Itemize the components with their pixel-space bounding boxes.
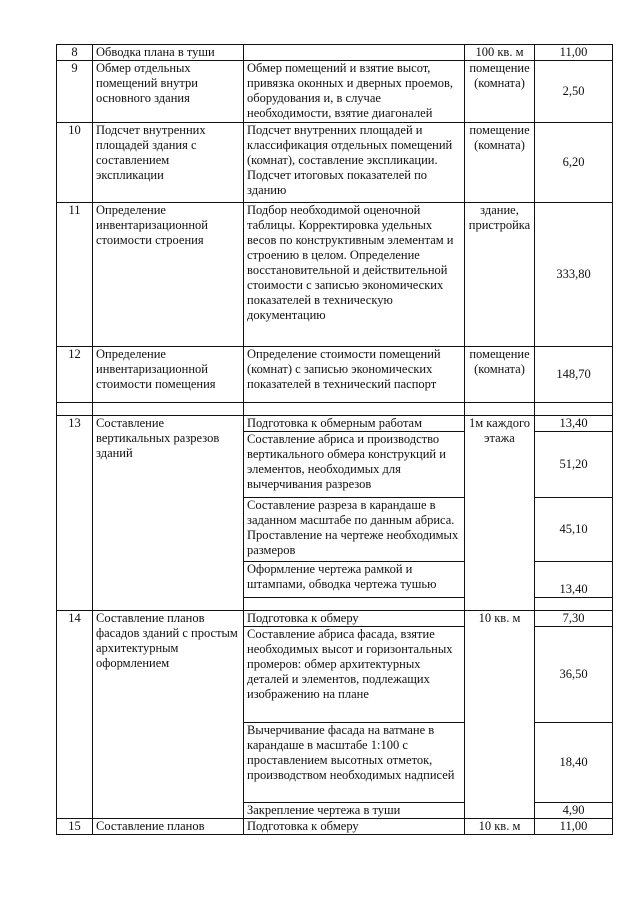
row-price: 4,90	[535, 803, 613, 819]
row-price: 11,00	[535, 45, 613, 61]
row-unit: 1м каждого этажа	[465, 416, 535, 598]
row-name: Обмер отдельных помещений внутри основного здания	[93, 61, 244, 123]
row-name: Обводка плана в туши	[93, 45, 244, 61]
row-price: 148,70	[535, 347, 613, 403]
row-name: Определение инвентаризационной стоимости строения	[93, 203, 244, 347]
row-work: Закрепление чертежа в туши	[244, 803, 465, 819]
row-price: 333,80	[535, 203, 613, 347]
row-work: Подготовка к обмеру	[244, 611, 465, 627]
row-work: Подготовка к обмерным работам	[244, 416, 465, 432]
table-row-11	[57, 203, 613, 347]
table-row-9	[57, 61, 613, 123]
row-work: Оформление чертежа рамкой и штампами, обводка чертежа тушью	[244, 562, 465, 598]
row-work: Составление абриса фасада, взятие необходимых высот и горизонтальных промеров: обмер архитектурных деталей и элементов, подлежащих изображению на плане	[244, 627, 465, 723]
row-unit: здание, пристройка	[465, 203, 535, 347]
row-price: 13,40	[535, 562, 613, 598]
table-row-15	[57, 819, 613, 835]
row-number: 13	[57, 416, 93, 598]
row-work: Вычерчивание фасада на ватмане в карандаше в масштабе 1:100 с проставлением высотных отметок, производством необходимых надписей	[244, 723, 465, 803]
row-unit: 10 кв. м	[465, 819, 535, 835]
table-row-14	[57, 611, 613, 627]
row-price: 6,20	[535, 123, 613, 203]
row-unit: 100 кв. м	[465, 45, 535, 61]
table-row-13	[57, 416, 613, 432]
table-row-12	[57, 347, 613, 403]
row-name: Составление планов фасадов зданий с простым архитектурным оформлением	[93, 611, 244, 819]
row-work: Определение стоимости помещений (комнат) с записью экономических показателей в технический паспорт	[244, 347, 465, 403]
row-number: 15	[57, 819, 93, 835]
table-row-8	[57, 45, 613, 61]
price-table	[56, 44, 613, 835]
row-work: Составление разреза в карандаше в заданном масштабе по данным абриса. Проставление на чертеже необходимых размеров	[244, 498, 465, 562]
row-price: 36,50	[535, 627, 613, 723]
row-number: 8	[57, 45, 93, 61]
row-number: 12	[57, 347, 93, 403]
row-price: 18,40	[535, 723, 613, 803]
row-work	[244, 45, 465, 61]
row-work: Составление абриса и производство вертикального обмера конструкций и элементов, необходимых для вычерчивания разрезов	[244, 432, 465, 498]
row-name: Определение инвентаризационной стоимости помещения	[93, 347, 244, 403]
row-unit: 10 кв. м	[465, 611, 535, 819]
row-spacer	[57, 403, 613, 416]
row-unit: помещение (комната)	[465, 61, 535, 123]
row-unit: помещение (комната)	[465, 347, 535, 403]
row-work: Подсчет внутренних площадей и классификация отдельных помещений (комнат), составление экспликации. Подсчет итоговых показателей по зданию	[244, 123, 465, 203]
row-work: Подготовка к обмеру	[244, 819, 465, 835]
row-price: 45,10	[535, 498, 613, 562]
row-name: Составление планов	[93, 819, 244, 835]
row-price: 7,30	[535, 611, 613, 627]
row-number: 14	[57, 611, 93, 819]
row-number: 10	[57, 123, 93, 203]
row-name: Составление вертикальных разрезов зданий	[93, 416, 244, 598]
row-price: 51,20	[535, 432, 613, 498]
row-price: 11,00	[535, 819, 613, 835]
row-spacer	[57, 598, 613, 611]
row-price: 2,50	[535, 61, 613, 123]
row-name: Подсчет внутренних площадей здания с составлением экспликации	[93, 123, 244, 203]
row-work: Подбор необходимой оценочной таблицы. Корректировка удельных весов по конструктивным элементам и строению в целом. Определение восстановительной и действительной стоимости с записью экономических показателей в техническую документацию	[244, 203, 465, 347]
row-number: 9	[57, 61, 93, 123]
row-work: Обмер помещений и взятие высот, привязка оконных и дверных проемов, оборудования и, в случае необходимости, взятие диагоналей	[244, 61, 465, 123]
row-price: 13,40	[535, 416, 613, 432]
table-row-10	[57, 123, 613, 203]
row-number: 11	[57, 203, 93, 347]
row-unit: помещение (комната)	[465, 123, 535, 203]
